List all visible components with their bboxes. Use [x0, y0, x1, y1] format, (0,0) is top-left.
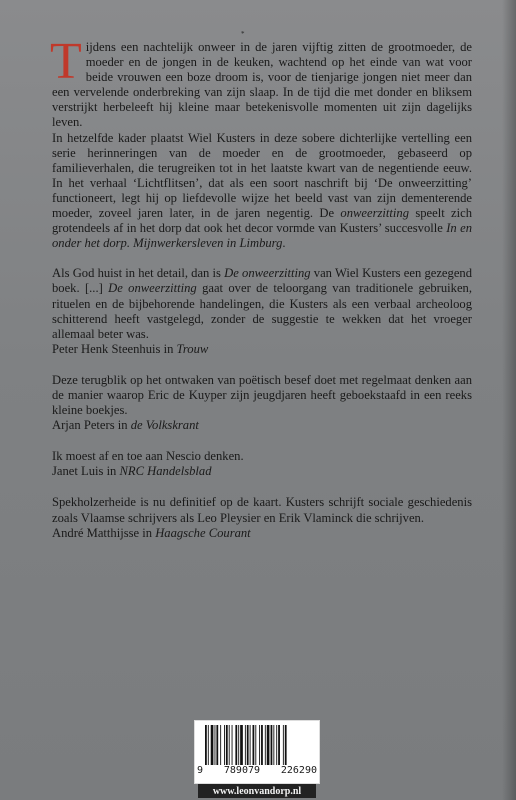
spine-shadow — [502, 0, 516, 800]
quote-attribution — [52, 526, 472, 541]
quote-1-italic: De onweerzitting — [224, 266, 311, 281]
quote-attribution — [52, 464, 472, 479]
isbn-barcode — [194, 720, 320, 784]
attrib-author: André Matthijsse in — [52, 525, 156, 540]
ornament-star: * — [241, 30, 245, 38]
quote-text: Ik moest af en toe aan Nescio denken. — [52, 449, 244, 464]
barcode-bars — [205, 725, 309, 765]
review-quote-3 — [52, 449, 472, 479]
quote-1-pre: Als God huist in het detail, dan is — [52, 266, 225, 281]
para2-text-1: In hetzelfde kader plaatst Wiel Kusters in deze sobere dichterlijke vertelling een serie herinneringen van de moeder en de grootmoeder, gebaseerd op familieverhalen, die terugreiken tot in het laatste kwart van de negentiende eeuw. In het verhaal ‘Lichtflitsen’, dat als een soort naschrift bij ‘De onweerzitting’ functioneert, legt hij op liefdevolle wijze het beeld vast van zijn dementerende moeder, zoveel jaren later, in de jaren negentig. De — [52, 130, 472, 221]
quote-1-italic-2: De onweerzitting — [108, 281, 197, 296]
dropcap-letter: T — [50, 33, 82, 90]
attrib-author: Arjan Peters in — [52, 418, 131, 433]
attrib-source: Trouw — [176, 341, 209, 356]
attrib-source: NRC Handelsblad — [119, 464, 212, 479]
attrib-source: Haagsche Courant — [155, 525, 251, 540]
para2-italic-2: In en onder het dorp. Mijnwerkersleven in Limburg — [52, 221, 472, 251]
quote-1-mid: van Wiel Kusters een gezegend boek. [...] — [52, 266, 473, 296]
para2-italic-1: onweerzitting — [340, 206, 409, 221]
publisher-website: www.leonvandorp.nl — [198, 784, 316, 798]
attrib-author: Peter Henk Steenhuis in — [52, 341, 177, 356]
barcode-digit-prefix: 9 — [197, 765, 204, 776]
intro-paragraph — [50, 33, 472, 131]
second-paragraph — [52, 131, 472, 252]
review-quote-1 — [52, 266, 472, 357]
barcode-digit-group-2: 226290 — [280, 765, 317, 776]
review-quote-2 — [52, 373, 472, 433]
blurb-text — [50, 33, 473, 557]
barcode-digits — [197, 765, 317, 776]
attrib-author: Janet Luis in — [52, 464, 120, 479]
para2-text-2: speelt zich grotendeels af in het dorp dat ook het decor vormde van Kusters’ succesvolle — [52, 206, 472, 236]
quote-text: Deze terugblik op het ontwaken van poëtisch besef doet met regelmaat denken aan de manier waarop Eric de Kuyper zijn jeugdjaren heeft geboekstaafd in een reeks kleine boekjes. — [52, 372, 472, 418]
intro-text: ijdens een nachtelijk onweer in de jaren vijftig zitten de grootmoeder, de moeder en de jongen in de keuken, wachtend op het einde van wat voor beide vrouwen een boze droom is, voor de tienjarige jongen niet meer dan een vervelende onderbreking van zijn slaap. In de tijd die met donder en bliksem verstrijkt herbeleeft hij kleine maar betekenisvolle momenten uit zijn dagelijks leven. — [52, 40, 472, 130]
quote-text — [52, 266, 472, 341]
quote-attribution — [52, 418, 472, 433]
quote-1-post: gaat over de teloorgang van traditionele gebruiken, rituelen en de bijbehorende handelingen, die Kusters als een verbaal archeoloog schitterend heeft vastgelegd, zonder de suggestie te wekken dat het vroeger allemaal beter was. — [52, 281, 472, 341]
barcode-digit-group-1: 789079 — [223, 765, 261, 776]
attrib-source: de Volkskrant — [130, 418, 199, 433]
review-quote-4 — [52, 495, 472, 540]
quote-attribution — [52, 342, 472, 357]
quote-text: Spekholzerheide is nu definitief op de kaart. Kusters schrijft sociale geschiedenis zoals Vlaamse schrijvers als Leo Pleysier en Erik Vlaminck die schrijven. — [52, 495, 472, 525]
para2-text-3: . — [282, 236, 286, 251]
